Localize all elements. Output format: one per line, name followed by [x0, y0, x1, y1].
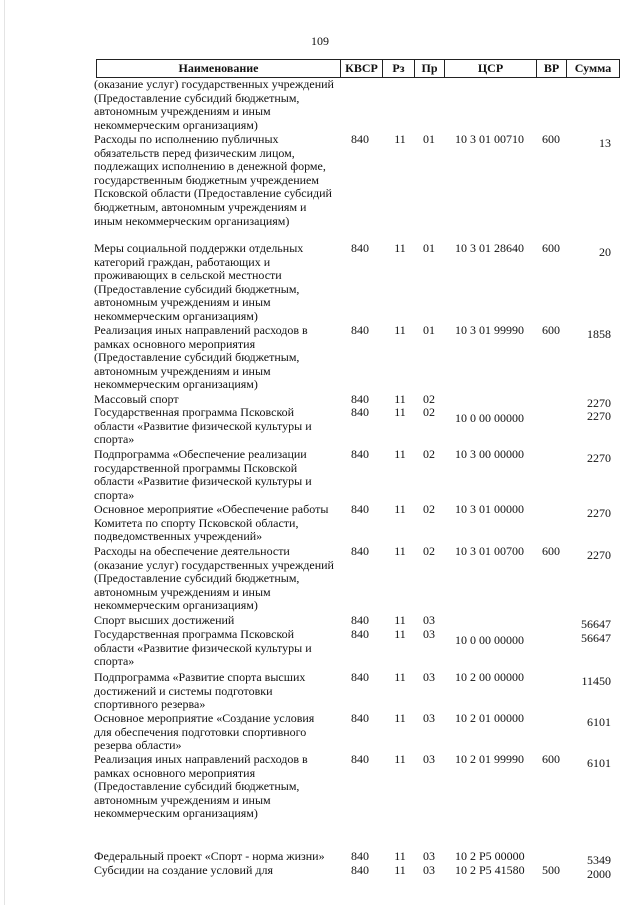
row-rz: 11	[394, 392, 406, 406]
row-kvsr: 840	[351, 613, 369, 627]
row-pr: 03	[423, 849, 435, 863]
row-csr: 10 3 01 28640	[455, 241, 524, 255]
row-vr: 600	[542, 752, 560, 766]
row-csr: 10 2 01 99990	[455, 752, 524, 766]
header-sum: Сумма	[566, 60, 619, 77]
row-rz: 11	[394, 323, 406, 337]
row-rz: 11	[394, 670, 406, 684]
table-row	[0, 712, 640, 753]
page-number: 109	[311, 34, 329, 48]
budget-table	[0, 78, 640, 880]
row-vr: 600	[542, 241, 560, 255]
table-row	[0, 613, 640, 631]
row-csr: 10 2 00 00000	[455, 670, 524, 684]
row-name: Субсидии на создание условий для	[94, 863, 273, 877]
table-row	[0, 503, 640, 545]
row-kvsr: 840	[351, 849, 369, 863]
row-kvsr: 840	[351, 627, 369, 641]
row-sum: 2270	[587, 548, 611, 562]
row-sum: 11450	[581, 674, 611, 688]
table-row	[0, 753, 640, 850]
row-pr: 01	[423, 132, 435, 146]
row-name: Реализация иных направлений расходов в рамках основного мероприятия (Предоставление субсидий бюджетным, автономным учреждениям и иным некоммерческим организациям)	[94, 752, 308, 821]
row-name: Расходы по исполнению публичных обязательств перед физическим лицом, подлежащих исполнению в денежной форме, государственным бюджетным учреждением Псковской области (Предоставление субсидий бюджетным, автономным учреждениям и иным некоммерческим организациям)	[94, 132, 332, 228]
row-csr: 10 3 01 99990	[455, 323, 524, 337]
header-vr: ВР	[536, 60, 566, 77]
row-sum: 56647	[581, 617, 611, 631]
row-sum: 2270	[587, 506, 611, 520]
header-pr: Пр	[414, 60, 444, 77]
row-sum: 20	[599, 245, 611, 259]
row-pr: 01	[423, 323, 435, 337]
row-rz: 11	[394, 447, 406, 461]
row-csr: 10 3 01 00710	[455, 132, 524, 146]
row-kvsr: 840	[351, 670, 369, 684]
row-pr: 03	[423, 670, 435, 684]
row-name: Подпрограмма «Развитие спорта высших достижений и системы подготовки спортивного резерва»	[94, 670, 306, 712]
row-sum: 5349	[587, 853, 611, 867]
row-sum: 56647	[581, 631, 611, 645]
table-row	[0, 133, 640, 242]
table-row	[0, 545, 640, 614]
row-pr: 03	[423, 752, 435, 766]
table-row	[0, 628, 640, 671]
table-row	[0, 242, 640, 324]
row-rz: 11	[394, 711, 406, 725]
row-rz: 11	[394, 132, 406, 146]
table-row	[0, 324, 640, 393]
row-pr: 03	[423, 863, 435, 877]
row-kvsr: 840	[351, 711, 369, 725]
row-kvsr: 840	[351, 132, 369, 146]
row-sum: 6101	[587, 715, 611, 729]
row-name: Основное мероприятие «Создание условия для обеспечения подготовки спортивного резерва области»	[94, 711, 315, 753]
row-pr: 02	[423, 405, 435, 419]
row-rz: 11	[394, 752, 406, 766]
row-rz: 11	[394, 627, 406, 641]
row-kvsr: 840	[351, 863, 369, 877]
row-rz: 11	[394, 863, 406, 877]
row-name: Государственная программа Псковской области «Развитие физической культуры и спорта»	[94, 405, 312, 447]
header-name: Наименование	[178, 61, 259, 75]
row-kvsr: 840	[351, 752, 369, 766]
table-row	[0, 448, 640, 503]
row-rz: 11	[394, 613, 406, 627]
row-rz: 11	[394, 241, 406, 255]
row-rz: 11	[394, 544, 406, 558]
row-kvsr: 840	[351, 405, 369, 419]
row-kvsr: 840	[351, 447, 369, 461]
row-sum: 2270	[587, 396, 611, 410]
row-csr: 10 3 01 00700	[455, 544, 524, 558]
row-name: Реализация иных направлений расходов в рамках основного мероприятия (Предоставление субсидий бюджетным, автономным учреждениям и иным некоммерческим организациям)	[94, 323, 308, 392]
header-csr: ЦСР	[444, 60, 536, 77]
table-row	[0, 406, 640, 448]
row-pr: 02	[423, 544, 435, 558]
row-csr: 10 0 00 00000	[455, 633, 524, 647]
row-pr: 02	[423, 447, 435, 461]
header-kvsr: КВСР	[340, 60, 382, 77]
row-vr: 600	[542, 132, 560, 146]
row-kvsr: 840	[351, 544, 369, 558]
row-vr: 600	[542, 323, 560, 337]
row-sum: 1858	[587, 327, 611, 341]
header-rz: Рз	[382, 60, 414, 77]
table-header	[96, 59, 620, 78]
row-csr: 10 2 Р5 00000	[455, 849, 525, 863]
row-name: Меры социальной поддержки отдельных категорий граждан, работающих и проживающих в сельской местности (Предоставление субсидий бюджетным, автономным учреждениям и иным некоммерческим организациям)	[94, 241, 304, 323]
row-name: Основное мероприятие «Обеспечение работы Комитета по спорту Псковской области, подведомственных учреждений»	[94, 502, 329, 544]
table-row	[0, 864, 640, 880]
row-rz: 11	[394, 849, 406, 863]
row-vr: 600	[542, 544, 560, 558]
row-name: Расходы на обеспечение деятельности (оказание услуг) государственных учреждений (Предоставление субсидий бюджетным, автономным учреждениям и иным некоммерческим организациям)	[94, 544, 334, 613]
row-sum: 2270	[587, 409, 611, 423]
row-pr: 03	[423, 613, 435, 627]
row-csr: 10 3 00 00000	[455, 447, 524, 461]
row-rz: 11	[394, 405, 406, 419]
row-pr: 01	[423, 241, 435, 255]
row-csr: 10 0 00 00000	[455, 411, 524, 425]
row-name: (оказание услуг) государственных учреждений (Предоставление субсидий бюджетным, автономным учреждениям и иным некоммерческим организациям)	[94, 77, 334, 132]
row-sum: 6101	[587, 756, 611, 770]
table-row	[0, 849, 640, 867]
row-name: Федеральный проект «Спорт - норма жизни»	[94, 849, 325, 863]
table-row	[0, 78, 640, 133]
row-pr: 02	[423, 392, 435, 406]
row-name: Спорт высших достижений	[94, 613, 235, 627]
row-pr: 03	[423, 711, 435, 725]
row-kvsr: 840	[351, 241, 369, 255]
row-kvsr: 840	[351, 502, 369, 516]
table-row	[0, 671, 640, 712]
row-sum: 13	[599, 136, 611, 150]
row-sum: 2270	[587, 451, 611, 465]
row-kvsr: 840	[351, 392, 369, 406]
row-name: Государственная программа Псковской области «Развитие физической культуры и спорта»	[94, 627, 312, 669]
row-csr: 10 2 01 00000	[455, 711, 524, 725]
row-rz: 11	[394, 502, 406, 516]
row-pr: 03	[423, 627, 435, 641]
row-name: Массовый спорт	[94, 392, 179, 406]
row-name: Подпрограмма «Обеспечение реализации государственной программы Псковской области «Развитие физической культуры и спорта»	[94, 447, 312, 502]
row-csr: 10 3 01 00000	[455, 502, 524, 516]
row-sum: 2000	[587, 867, 611, 881]
row-vr: 500	[542, 863, 560, 877]
row-csr: 10 2 Р5 41580	[455, 863, 525, 877]
row-kvsr: 840	[351, 323, 369, 337]
row-pr: 02	[423, 502, 435, 516]
